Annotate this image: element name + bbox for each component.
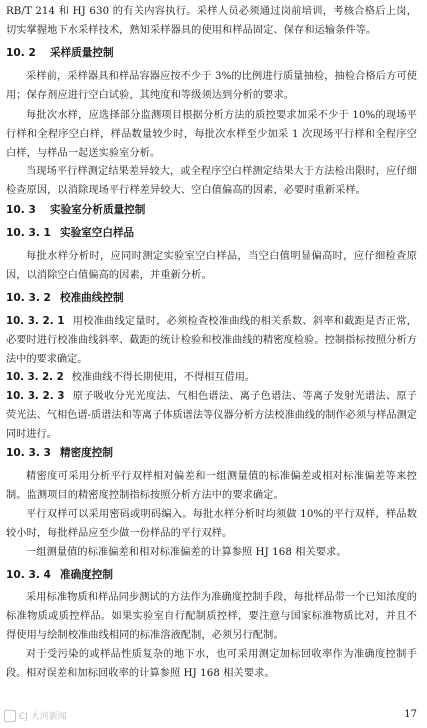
clause-number: 10. 3. 2. 3	[6, 391, 65, 402]
section-title: 准确度控制	[60, 569, 113, 581]
section-title: 采样质量控制	[50, 47, 114, 59]
section-number: 10. 3. 2	[6, 292, 51, 304]
section-10-3-3-paragraph-1: 精密度可采用分析平行双样相对偏差和一组测量值的标准偏差或相对标准偏差等来控制。监测项目的精密度控制指标按照分析方法中的要求确定。	[6, 471, 417, 501]
section-number: 10. 3. 4	[6, 569, 51, 581]
section-title: 校准曲线控制	[60, 292, 124, 304]
section-title: 精密度控制	[60, 447, 113, 459]
section-10-3-3-paragraph-3: 一组测量值的标准偏差和相对标准偏差的计算参照 HJ 168 相关要求。	[26, 547, 347, 558]
section-10-3-3-paragraph-2: 平行双样可以采用密码或明码编入。每批水样分析时均须做 10%的平行双样，样品数较小时，每批样品应至少做一份样品的平行双样。	[6, 509, 417, 539]
clause-10-3-2-2	[6, 368, 417, 387]
section-title: 实验室空白样品	[60, 227, 135, 239]
logo-text: CJ 大河新闻	[19, 712, 67, 722]
clause-text: 原子吸收分光光度法、气相色谱法、离子色谱法、等离子发射光谱法、原子荧光法、气相色谱-质谱法和等离子体质谱法等仪器分析方法校准曲线的制作必须与样品测定同时进行。	[6, 391, 417, 440]
section-10-2-paragraph-3: 当现场平行样测定结果差异较大，或全程序空白样测定结果大于方法检出限时，应仔细检查原因，以消除现场平行样差异较大、空白值偏高的因素，必要时重新采样。	[6, 166, 417, 196]
section-10-3-1-heading	[6, 225, 134, 241]
section-10-3-4-paragraph-2: 对于受污染的或样品性质复杂的地下水，也可采用测定加标回收率作为准确度控制手段。	[6, 649, 417, 679]
clause-number: 10. 3. 2. 1	[6, 316, 65, 327]
section-number: 10. 2	[6, 47, 36, 59]
section-number: 10. 3	[6, 204, 36, 216]
clause-10-3-2-3	[6, 387, 417, 444]
logo-icon	[4, 710, 16, 722]
section-number: 10. 3. 1	[6, 227, 51, 239]
section-10-3-1-paragraph: 每批水样分析时，应同时测定实验室空白样品，当空白值明显偏高时，应仔细检查原因，以消除空白值偏高的因素，并重新分析。	[6, 251, 417, 281]
section-10-2-paragraph-1: 采样前，采样器具和样品容器应按不少于 3%的比例进行质量抽检，抽检合格后方可使用；保存剂应进行空白试验，其纯度和等级须达到分析的要求。	[6, 71, 417, 101]
clause-number: 10. 3. 2. 2	[6, 372, 64, 383]
section-title: 实验室分析质量控制	[50, 204, 146, 216]
intro-paragraph: RB/T 214 和 HJ 630 的有关内容执行。采样人员必须通过岗前培训，考核合格后上岗，切实掌握地下水采样技术，熟知采样器具的使用和样品固定、保存和运输条件等。	[6, 6, 417, 36]
section-10-3-3-heading	[6, 445, 113, 461]
section-10-3-4-heading	[6, 567, 113, 583]
clause-text: 校准曲线不得长期使用，不得相互借用。	[71, 372, 256, 383]
section-10-3-4-paragraph-3: 相对误差和加标回收率的计算参照 HJ 168 相关要求。	[26, 668, 275, 679]
section-10-3-2-heading	[6, 290, 124, 306]
section-10-3-4-paragraph-1: 采用标准物质和样品同步测试的方法作为准确度控制手段，每批样品带一个已知浓度的标准物质或质控样品。如果实验室自行配制质控样，要注意与国家标准物质比对，并且不得使用与绘制校准曲线相同的标准溶液配制，必须另行配制。	[6, 592, 417, 641]
section-number: 10. 3. 3	[6, 447, 51, 459]
clause-text: 用校准曲线定量时，必须检查校准曲线的相关系数、斜率和截距是否正常，必要时进行校准曲线斜率、截距的统计检验和校准曲线的精密度检验。控制指标按照分析方法中的要求确定。	[6, 316, 417, 365]
clause-10-3-2-1	[6, 312, 417, 369]
section-10-2-paragraph-2: 每批次水样，应选择部分监测项目根据分析方法的质控要求加采不少于 10%的现场平行样和全程序空白样，样品数量较少时，每批次水样至少加采 1 次现场平行样和全程序空白样，与样品一起送实验室分析。	[6, 110, 417, 159]
section-10-2-heading	[6, 45, 114, 61]
section-10-3-heading	[6, 202, 145, 218]
watermark-logo	[4, 709, 67, 722]
page-number: 17	[404, 709, 417, 720]
